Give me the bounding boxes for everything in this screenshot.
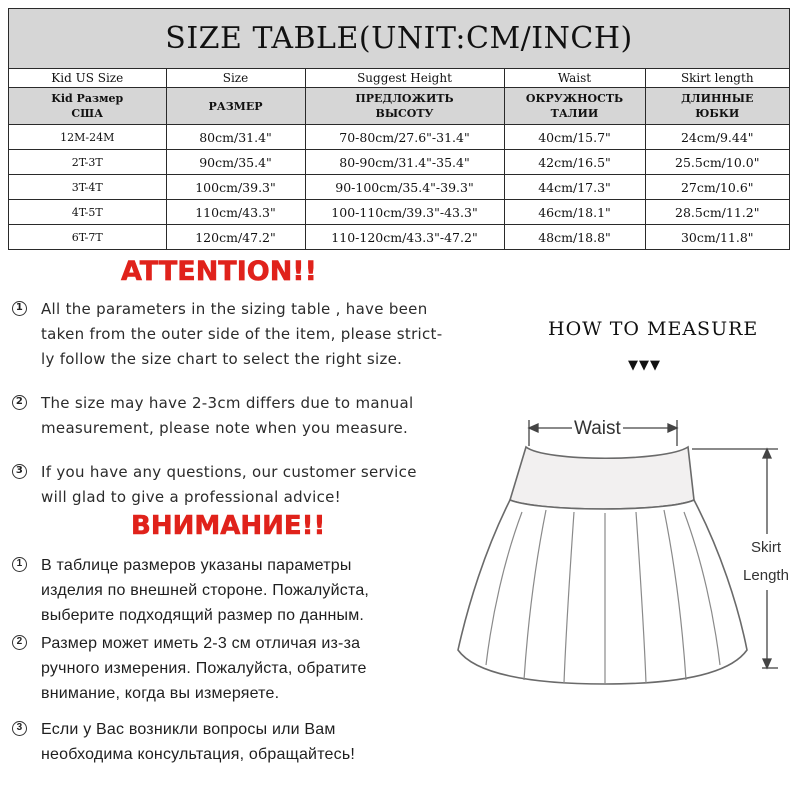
cell-height: 100-110cm/39.3"-43.3" xyxy=(305,200,504,225)
header-cell-ru: ПРЕДЛОЖИТЬ ВЫСОТУ xyxy=(305,88,504,125)
circled-number-icon: 1 xyxy=(12,301,27,316)
circled-number-icon: 2 xyxy=(12,395,27,410)
table-row xyxy=(9,125,789,150)
cell-size: 100cm/39.3" xyxy=(166,175,305,200)
header-cell: Waist xyxy=(504,69,645,88)
cell-skirt-length: 25.5cm/10.0" xyxy=(645,150,789,175)
cell-kid-size: 6T-7T xyxy=(9,225,166,250)
header-cell-ru: ДЛИННЫЕ ЮБКИ xyxy=(645,88,789,125)
cell-height: 80-90cm/31.4"-35.4" xyxy=(305,150,504,175)
note-text: All the parameters in the sizing table , have been taken from the outer side of the item, please strict- ly follow the size chart to select the right size. xyxy=(41,300,443,368)
cell-waist: 48cm/18.8" xyxy=(504,225,645,250)
table-row xyxy=(9,225,789,250)
circled-number-icon: 1 xyxy=(12,557,27,572)
down-arrows-icon: ▼▼▼ xyxy=(628,358,661,373)
header-cell: Size xyxy=(166,69,305,88)
attention-note-ru-1 xyxy=(12,553,452,628)
cell-height: 70-80cm/27.6"-31.4" xyxy=(305,125,504,150)
cell-size: 90cm/35.4" xyxy=(166,150,305,175)
note-text: The size may have 2-3cm differs due to manual measurement, please note when you measure. xyxy=(41,394,414,437)
header-cell-ru: Kid Размер США xyxy=(9,88,166,125)
header-cell-ru: ОКРУЖНОСТЬ ТАЛИИ xyxy=(504,88,645,125)
attention-note-ru-3 xyxy=(12,717,452,767)
cell-size: 120cm/47.2" xyxy=(166,225,305,250)
header-cell-ru: РАЗМЕР xyxy=(166,88,305,125)
size-table-title-bar xyxy=(9,9,789,69)
cell-height: 110-120cm/43.3"-47.2" xyxy=(305,225,504,250)
header-cell: Kid US Size xyxy=(9,69,166,88)
size-grid xyxy=(9,69,789,249)
cell-kid-size: 2T-3T xyxy=(9,150,166,175)
table-row xyxy=(9,150,789,175)
cell-waist: 40cm/15.7" xyxy=(504,125,645,150)
header-row-russian xyxy=(9,88,789,125)
cell-skirt-length: 28.5cm/11.2" xyxy=(645,200,789,225)
cell-height: 90-100cm/35.4"-39.3" xyxy=(305,175,504,200)
attention-heading-ru: ВНИМАНИЕ!! xyxy=(131,511,326,541)
cell-kid-size: 4T-5T xyxy=(9,200,166,225)
header-row-english xyxy=(9,69,789,88)
skirt-body-shape xyxy=(458,500,747,684)
note-text: If you have any questions, our customer service will glad to give a professional advice! xyxy=(41,463,417,506)
cell-kid-size: 3T-4T xyxy=(9,175,166,200)
cell-waist: 46cm/18.1" xyxy=(504,200,645,225)
attention-note-1 xyxy=(12,297,452,372)
cell-skirt-length: 30cm/11.8" xyxy=(645,225,789,250)
cell-size: 80cm/31.4" xyxy=(166,125,305,150)
attention-note-2 xyxy=(12,391,452,441)
size-table-title: SIZE TABLE(UNIT:CM/INCH) xyxy=(165,21,633,56)
header-cell: Skirt length xyxy=(645,69,789,88)
note-text: Если у Вас возникли вопросы или Вам необходима консультация, обращайтесь! xyxy=(41,721,356,763)
attention-note-3 xyxy=(12,460,452,510)
note-text: Размер может иметь 2-3 см отличая из-за ручного измерения. Пожалуйста, обратите внимание, когда вы измеряете. xyxy=(41,635,367,702)
waist-label: Waist xyxy=(574,418,621,439)
waistband-shape xyxy=(510,447,694,509)
cell-skirt-length: 27cm/10.6" xyxy=(645,175,789,200)
attention-note-ru-2 xyxy=(12,631,452,706)
table-row xyxy=(9,200,789,225)
size-table xyxy=(8,8,790,250)
circled-number-icon: 3 xyxy=(12,464,27,479)
cell-kid-size: 12M-24M xyxy=(9,125,166,150)
cell-waist: 42cm/16.5" xyxy=(504,150,645,175)
circled-number-icon: 3 xyxy=(12,721,27,736)
how-to-measure-title: HOW TO MEASURE xyxy=(548,318,759,340)
cell-skirt-length: 24cm/9.44" xyxy=(645,125,789,150)
attention-heading: ATTENTION!! xyxy=(121,256,317,287)
note-text: В таблице размеров указаны параметры изделия по внешней стороне. Пожалуйста, выберите подходящий размер по данным. xyxy=(41,557,370,624)
circled-number-icon: 2 xyxy=(12,635,27,650)
table-row xyxy=(9,175,789,200)
skirt-length-label: Skirt Length xyxy=(733,534,799,590)
cell-size: 110cm/43.3" xyxy=(166,200,305,225)
header-cell: Suggest Height xyxy=(305,69,504,88)
cell-waist: 44cm/17.3" xyxy=(504,175,645,200)
